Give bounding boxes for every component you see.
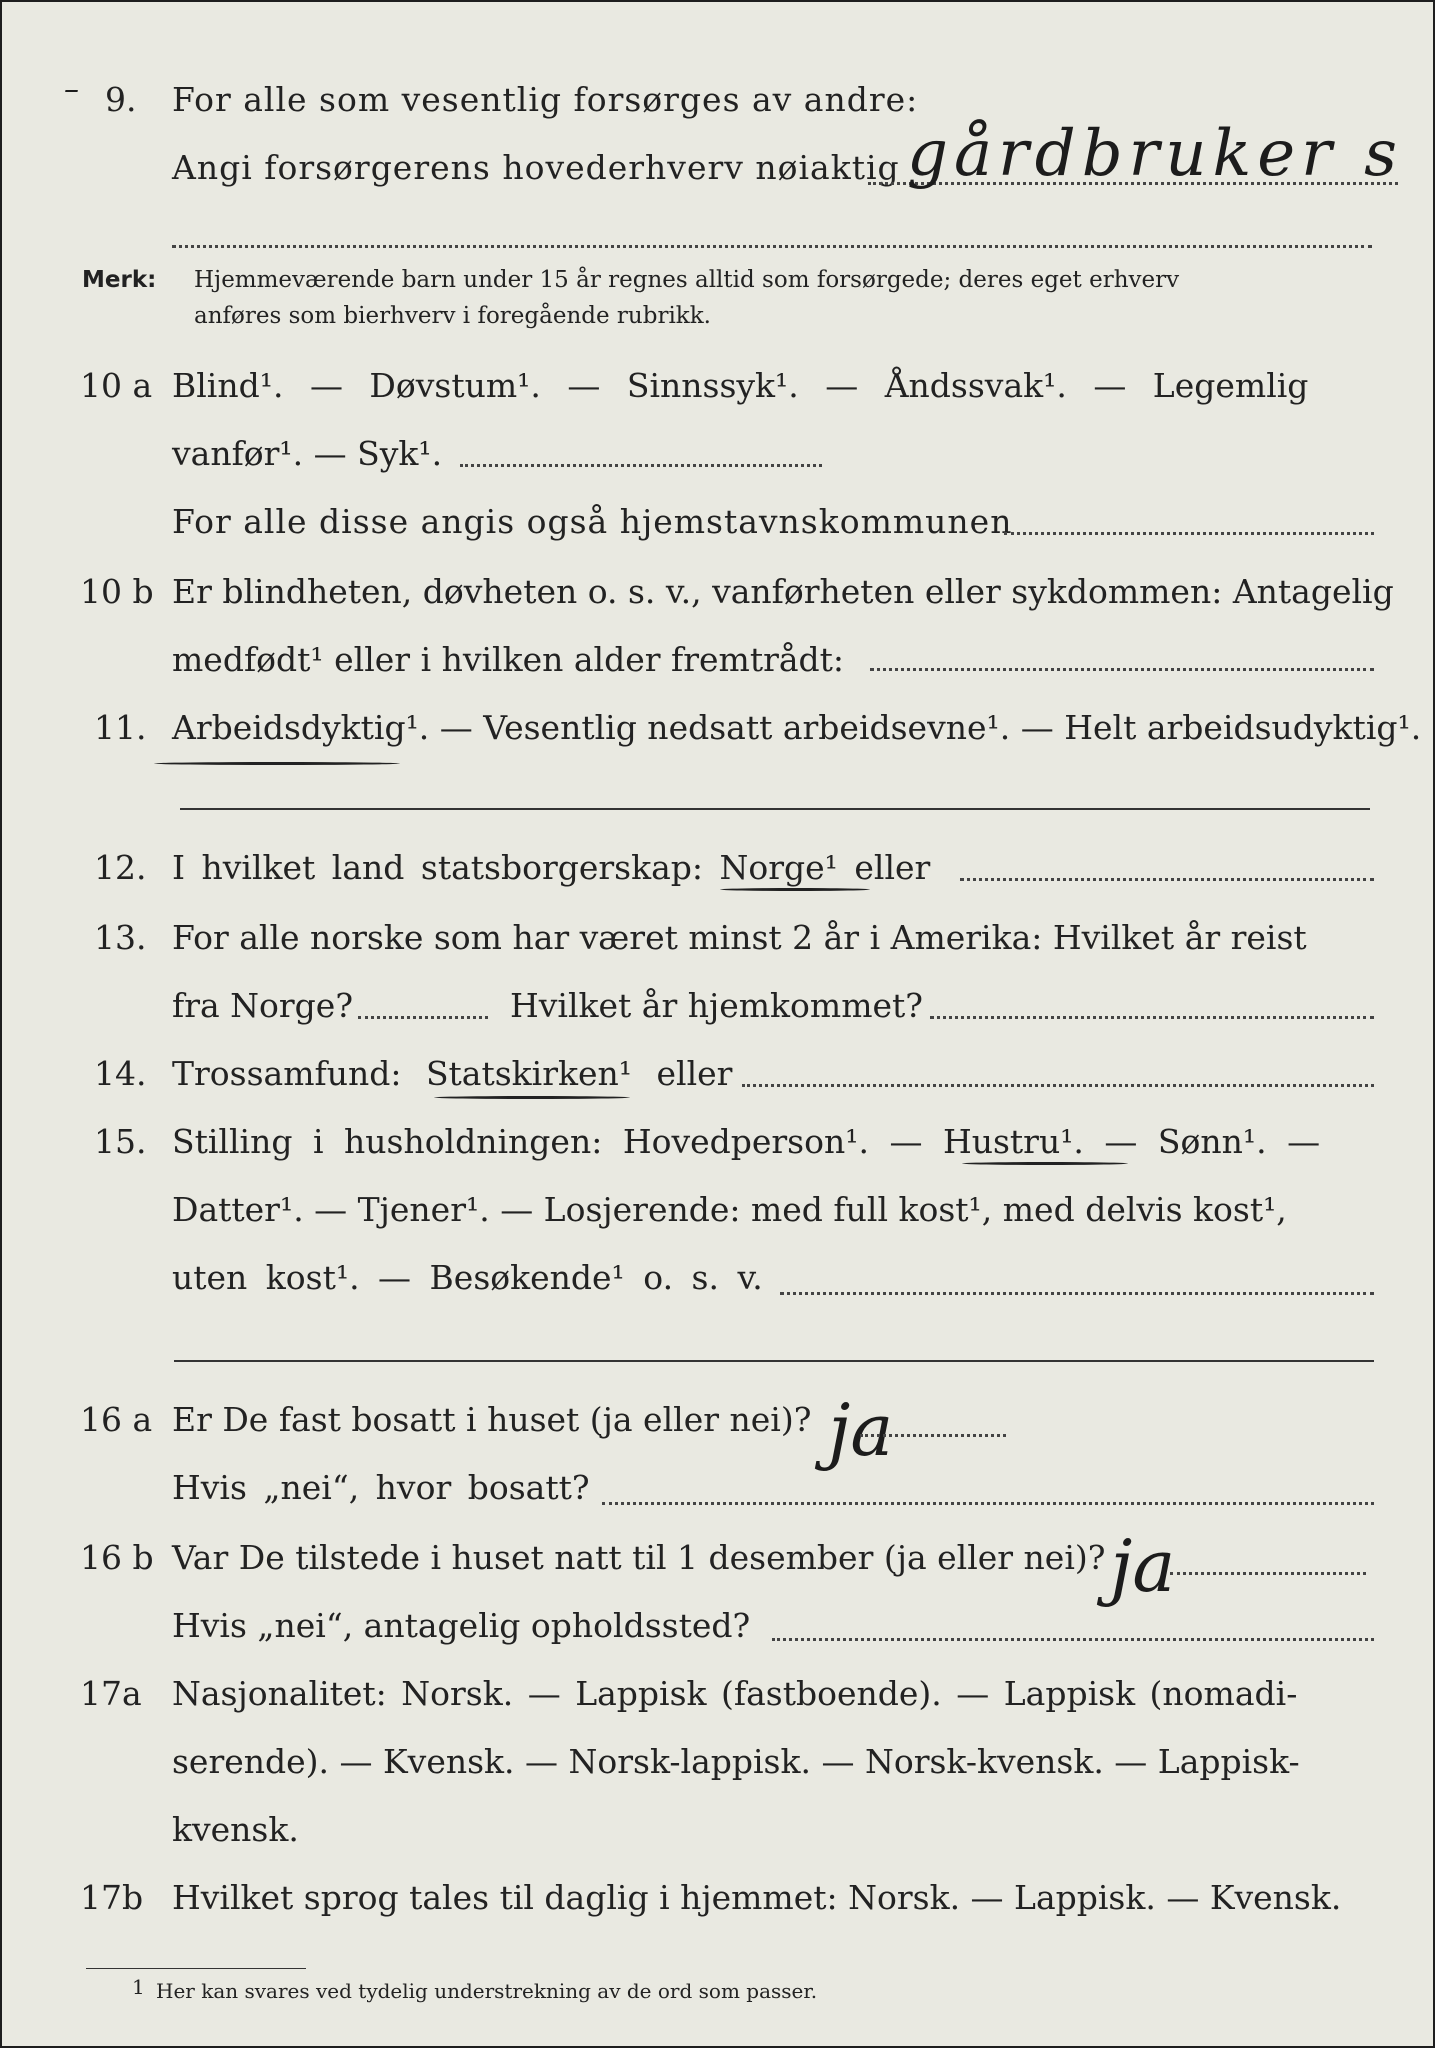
q16b-line1: Var De tilstede i huset natt til 1 desember (ja eller nei)?	[172, 1538, 1106, 1577]
merk-label: Merk:	[82, 267, 157, 293]
footnote-marker: 1	[132, 1975, 145, 1999]
footnote-text: Her kan svares ved tydelig understrekning av de ord som passer.	[156, 1979, 818, 2003]
q9-number: 9.	[105, 80, 137, 119]
margin-dash-mark: –	[64, 72, 79, 107]
q10b-number: 10 b	[80, 572, 154, 611]
q17a-line3: kvensk.	[172, 1810, 299, 1849]
q16b-line2: Hvis „nei“, antagelig opholdssted?	[172, 1606, 751, 1645]
q13-line1: For alle norske som har været minst 2 år i Amerika: Hvilket år reist	[172, 918, 1307, 957]
q10a-hjemstavn-line	[1004, 532, 1374, 535]
q10b-line2: medfødt¹ eller i hvilken alder fremtrådt:	[172, 640, 845, 679]
q17a-line2: serende). — Kvensk. — Norsk-lappisk. — Norsk-kvensk. — Lappisk-	[172, 1742, 1300, 1781]
q16b-answer-line	[1170, 1572, 1366, 1575]
q13-hjemkommet-line	[930, 1016, 1374, 1019]
q12-handwritten-underline	[720, 888, 870, 891]
q15-answer-line	[780, 1292, 1374, 1295]
q14-answer-line	[742, 1084, 1374, 1087]
q10a-line1: Blind¹. — Døvstum¹. — Sinnssyk¹. — Åndssvak¹. — Legemlig	[172, 366, 1309, 405]
q15-line3: uten kost¹. — Besøkende¹ o. s. v.	[172, 1258, 763, 1297]
q12-line1: I hvilket land statsborgerskap: Norge¹ eller	[172, 848, 931, 887]
q17b-line1: Hvilket sprog tales til daglig i hjemmet: Norsk. — Lappisk. — Kvensk.	[172, 1878, 1342, 1917]
q11-handwritten-underline	[154, 762, 400, 765]
q17b-number: 17b	[80, 1878, 144, 1917]
q15-line1: Stilling i husholdningen: Hovedperson¹. — Hustru¹. — Sønn¹. —	[172, 1122, 1321, 1161]
q10a-answer-line	[460, 464, 822, 467]
q13-line2b: Hvilket år hjemkommet?	[510, 986, 923, 1025]
q16b-number: 16 b	[80, 1538, 154, 1577]
q17a-line1: Nasjonalitet: Norsk. — Lappisk (fastboende). — Lappisk (nomadi-	[172, 1674, 1298, 1713]
q13-number: 13.	[94, 918, 147, 957]
q16a-line1: Er De fast bosatt i huset (ja eller nei)?	[172, 1400, 812, 1439]
q15-number: 15.	[94, 1122, 147, 1161]
q10a-line2: vanfør¹. — Syk¹.	[172, 434, 443, 473]
q15-line2: Datter¹. — Tjener¹. — Losjerende: med full kost¹, med delvis kost¹,	[172, 1190, 1287, 1229]
q12-number: 12.	[94, 848, 147, 887]
q9-handwritten-answer: gårdbruker s	[907, 117, 1403, 191]
q17a-number: 17a	[80, 1674, 142, 1713]
q11-line1: Arbeidsdyktig¹. — Vesentlig nedsatt arbeidsevne¹. — Helt arbeidsudyktig¹.	[172, 708, 1422, 747]
q10b-answer-line	[870, 668, 1374, 671]
q12-answer-line	[960, 878, 1374, 881]
q16b-handwritten-answer: ja	[1110, 1524, 1176, 1608]
q14-handwritten-underline	[434, 1096, 630, 1099]
merk-line2: anføres som bierhverv i foregående rubrikk.	[194, 303, 711, 329]
q11-number: 11.	[94, 708, 147, 747]
q15-handwritten-underline	[962, 1162, 1128, 1165]
q10b-line1: Er blindheten, døvheten o. s. v., vanførheten eller sykdommen: Antagelig	[172, 572, 1394, 611]
q13-line2a: fra Norge?	[172, 986, 354, 1025]
q16b-opholdssted-line	[772, 1638, 1374, 1641]
q16a-bosatt-line	[602, 1502, 1374, 1505]
q14-line1: Trossamfund: Statskirken¹ eller	[172, 1054, 733, 1093]
q13-reist-line	[358, 1016, 488, 1019]
q9-line1: For alle som vesentlig forsørges av andre:	[172, 80, 919, 119]
merk-line1: Hjemmeværende barn under 15 år regnes alltid som forsørgede; deres eget erhverv	[194, 267, 1180, 293]
q9-line2: Angi forsørgerens hovederhverv nøiaktig	[172, 148, 900, 187]
q16a-line2: Hvis „nei“, hvor bosatt?	[172, 1468, 590, 1507]
q11-answer-line	[180, 808, 1370, 810]
q14-number: 14.	[94, 1054, 147, 1093]
q9-extra-line	[172, 245, 1372, 248]
q16a-handwritten-answer: ja	[828, 1388, 894, 1472]
q15-extra-line	[174, 1360, 1374, 1362]
q16a-number: 16 a	[80, 1400, 153, 1439]
q16a-answer-line	[860, 1434, 1006, 1437]
q10a-number: 10 a	[80, 366, 153, 405]
q10a-line3: For alle disse angis også hjemstavnskommunen	[172, 502, 1013, 541]
footnote-divider	[86, 1968, 306, 1969]
